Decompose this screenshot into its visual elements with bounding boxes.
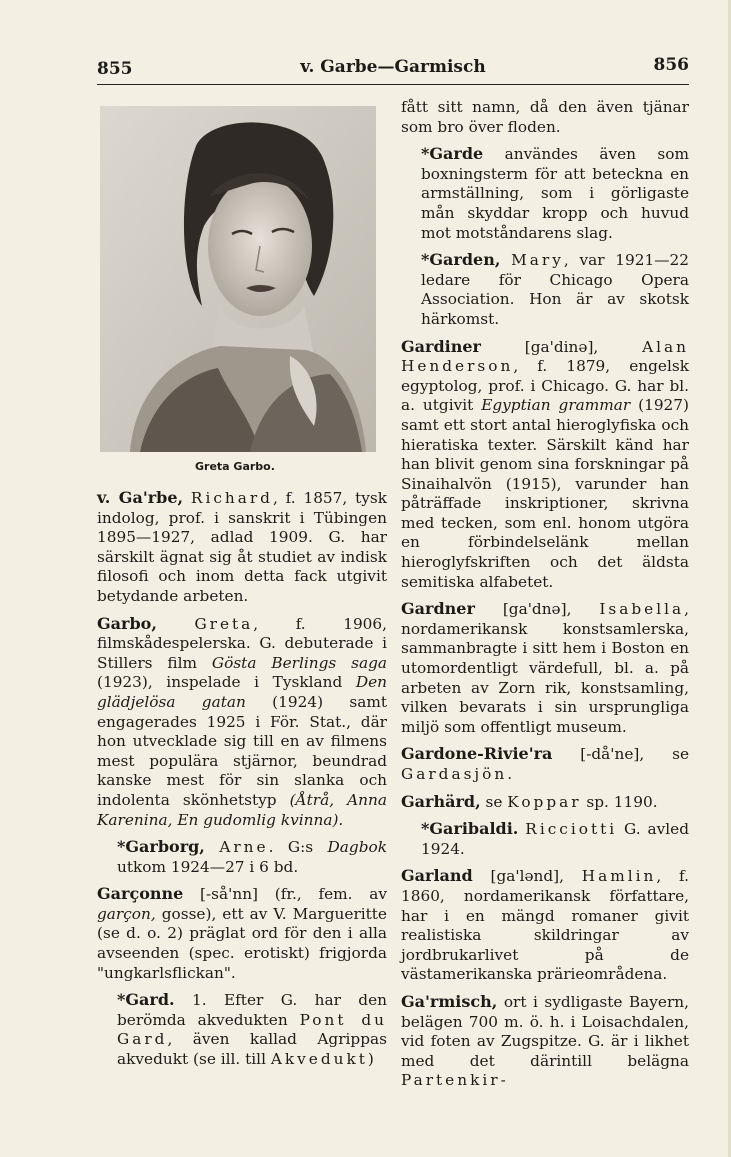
spaced-name: Alan Henderson bbox=[401, 337, 689, 376]
left-column bbox=[97, 98, 387, 1077]
entry-body bbox=[500, 251, 511, 269]
italic-title: Den glädjelösa gatan bbox=[97, 673, 387, 711]
dictionary-entry bbox=[401, 337, 689, 593]
entry-headword: Garland bbox=[401, 866, 473, 886]
dictionary-entry bbox=[401, 866, 689, 985]
dictionary-entry bbox=[401, 250, 689, 329]
figure-caption: Greta Garbo. bbox=[195, 460, 275, 473]
dictionary-entry bbox=[401, 144, 689, 243]
page-number-left: 855 bbox=[97, 59, 133, 79]
entry-body: , f. 1906, filmskådespelerska. G. debuterade i Stillers film bbox=[97, 614, 387, 672]
entry-body: , även kallad Agrippas akvedukt (se ill. till bbox=[117, 1030, 387, 1069]
entry-body: [-då'ne], se bbox=[552, 745, 689, 764]
spaced-name: Richard bbox=[190, 489, 273, 507]
entry-body: [-så'nn] (fr., fem. av bbox=[183, 885, 387, 904]
header-rule bbox=[97, 84, 689, 85]
entry-body: , f. 1860, nordamerikansk författare, har i en mängd romaner givit realistiska skildringar av jordbrukarlivet på de västamerikanska prärieområdena. bbox=[401, 867, 689, 984]
entry-body: ) bbox=[367, 1050, 374, 1069]
entry-body: (1927) samt ett stort antal hieroglyfiska och hieratiska texter. Särskilt känd har han blivit genom sina forskningar på Sinaihalvön (1915), varunder han påträffade inskriptioner, skrivna med tecken, som enl. honom utgöra en förbindelselänk mellan hieroglyfskriften och det äldsta semitiska alfabetet. bbox=[401, 396, 689, 591]
entry-text bbox=[97, 488, 387, 607]
entry-body: 1. Efter G. har den berömda akvedukten bbox=[117, 991, 387, 1029]
dictionary-entry bbox=[401, 992, 689, 1091]
entry-text bbox=[401, 337, 689, 593]
entry-text bbox=[97, 884, 387, 983]
entry-headword: *Garborg, bbox=[117, 837, 205, 857]
entry-body: [ga'lənd], bbox=[472, 867, 582, 886]
running-header bbox=[97, 55, 689, 83]
entry-body: , nordamerikansk konstsamlerska, sammanbragte i sitt hem i Boston en utomordentligt värdefull, bl. a. på arbeten av Zorn rik, konstsamling, vilken bevarats i sin ursprungliga miljö som offentligt museum. bbox=[401, 600, 689, 736]
spaced-name: Pont du Gard bbox=[117, 1010, 387, 1049]
dictionary-entry bbox=[401, 792, 689, 813]
entry-headword: v. Ga'rbe, bbox=[97, 488, 184, 507]
entry-text bbox=[401, 819, 689, 859]
entry-text bbox=[401, 992, 689, 1091]
spaced-name: Koppar bbox=[507, 792, 582, 811]
entry-text bbox=[401, 792, 689, 813]
entry-headword: *Garde bbox=[421, 144, 484, 164]
entry-headword: Gardone-Rivie'ra bbox=[401, 744, 553, 764]
entry-body: . bbox=[507, 765, 513, 783]
entry-headword: Garçonne bbox=[97, 884, 184, 904]
entry-body: G. avled 1924. bbox=[421, 820, 689, 858]
dictionary-entry bbox=[97, 614, 387, 831]
spaced-name: Akvedukt bbox=[270, 1050, 368, 1069]
portrait-photo bbox=[100, 106, 376, 452]
dictionary-entry bbox=[97, 837, 387, 877]
entry-headword: Garhärd, bbox=[401, 791, 481, 811]
page-number-right: 856 bbox=[653, 55, 689, 75]
italic-title: Dagbok bbox=[327, 838, 387, 857]
entry-body: . G:s bbox=[268, 838, 328, 857]
spaced-name: Greta bbox=[194, 614, 254, 633]
entry-body: utkom 1924—27 i 6 bd. bbox=[117, 857, 299, 876]
spaced-name: Arne bbox=[219, 838, 269, 857]
spaced-name: Gardasjön bbox=[401, 765, 508, 783]
dictionary-entry bbox=[97, 488, 387, 607]
entry-text bbox=[401, 250, 689, 329]
entry-body: gosse), ett av V. Margueritte (se d. o. 2) präglat ord för den i alla avseenden (spec. erotiskt) frigjorda "ungkarlsflickan". bbox=[97, 904, 387, 982]
entry-headword: Garbo, bbox=[97, 613, 157, 633]
dictionary-entry bbox=[401, 599, 689, 737]
entry-body: , f. 1879, engelsk egyptolog, prof. i Chicago. G. har bl. a. utgivit bbox=[401, 357, 689, 415]
italic-title: (Åtrå, Anna Karenina, En gudomlig kvinna). bbox=[97, 790, 387, 829]
entry-body: (1923), inspelade i Tyskland bbox=[97, 673, 356, 692]
entry-body: [ga'dinə], bbox=[480, 337, 643, 356]
italic-title: Egyptian grammar bbox=[481, 396, 631, 415]
dictionary-entry bbox=[401, 744, 689, 784]
entry-body: se bbox=[480, 792, 508, 811]
entry-body bbox=[183, 489, 191, 507]
entry-headword: *Garibaldi. bbox=[421, 819, 519, 839]
dictionary-entry bbox=[97, 990, 387, 1069]
running-title: v. Garbe—Garmisch bbox=[300, 57, 486, 77]
spaced-name: Isabella bbox=[599, 600, 685, 619]
spaced-name: Partenkir- bbox=[401, 1071, 509, 1090]
italic-title: garçon, bbox=[97, 904, 156, 923]
entry-text bbox=[97, 614, 387, 831]
spaced-name: Ricciotti bbox=[525, 820, 618, 839]
dictionary-entry bbox=[97, 884, 387, 983]
italic-title: Gösta Berlings saga bbox=[211, 653, 387, 672]
right-column bbox=[401, 98, 689, 1098]
entry-body bbox=[157, 615, 195, 633]
entry-body bbox=[205, 838, 219, 856]
entry-headword: *Garden, bbox=[421, 250, 501, 270]
entry-body: , var 1921—22 ledare för Chicago Opera Association. Hon är av skotsk härkomst. bbox=[421, 251, 689, 328]
entry-headword: *Gard. bbox=[117, 990, 175, 1010]
entry-headword: Gardiner bbox=[401, 336, 481, 356]
entry-body: fått sitt namn, då den även tjänar som bro över floden. bbox=[401, 98, 689, 136]
entry-text bbox=[97, 837, 387, 877]
portrait-illustration bbox=[100, 106, 376, 452]
entry-body: användes även som boxningsterm för att beteckna en armställning, som i görligaste mån skyddar kropp och huvud mot motståndarens slag. bbox=[421, 145, 689, 242]
spaced-name: Mary bbox=[511, 251, 564, 270]
left-entries bbox=[97, 488, 387, 1070]
entry-text bbox=[401, 98, 689, 137]
entry-body: sp. 1190. bbox=[581, 792, 658, 811]
entry-body: , f. 1857, tysk indolog, prof. i sanskrit i Tübingen 1895—1927, adlad 1909. G. har särskilt ägnat sig åt studiet av indisk filosofi och inom detta fack utgivit betydande arbeten. bbox=[97, 489, 387, 605]
entry-headword: Ga'rmisch, bbox=[401, 991, 498, 1011]
dictionary-entry bbox=[401, 98, 689, 137]
entry-text bbox=[401, 144, 689, 243]
entry-text bbox=[401, 866, 689, 985]
entry-body: [ga'dnə], bbox=[474, 600, 600, 619]
entry-headword: Gardner bbox=[401, 599, 475, 619]
entry-body: (1924) samt engagerades 1925 i För. Stat., där hon utvecklade sig till en av filmens mest populära stjärnor, beundrad kanske mest för sin slanka och indolenta skönhetstyp bbox=[97, 692, 388, 809]
entry-body: ort i sydligaste Bayern, belägen 700 m. ö. h. i Loisachdalen, vid foten av Zugspitze. G. är i likhet med det därintill belägna bbox=[401, 992, 689, 1070]
entry-text bbox=[401, 744, 689, 784]
entry-text bbox=[97, 990, 387, 1069]
dictionary-entry bbox=[401, 819, 689, 859]
right-entries bbox=[401, 98, 689, 1091]
entry-text bbox=[401, 599, 689, 737]
spaced-name: Hamlin bbox=[581, 867, 657, 886]
